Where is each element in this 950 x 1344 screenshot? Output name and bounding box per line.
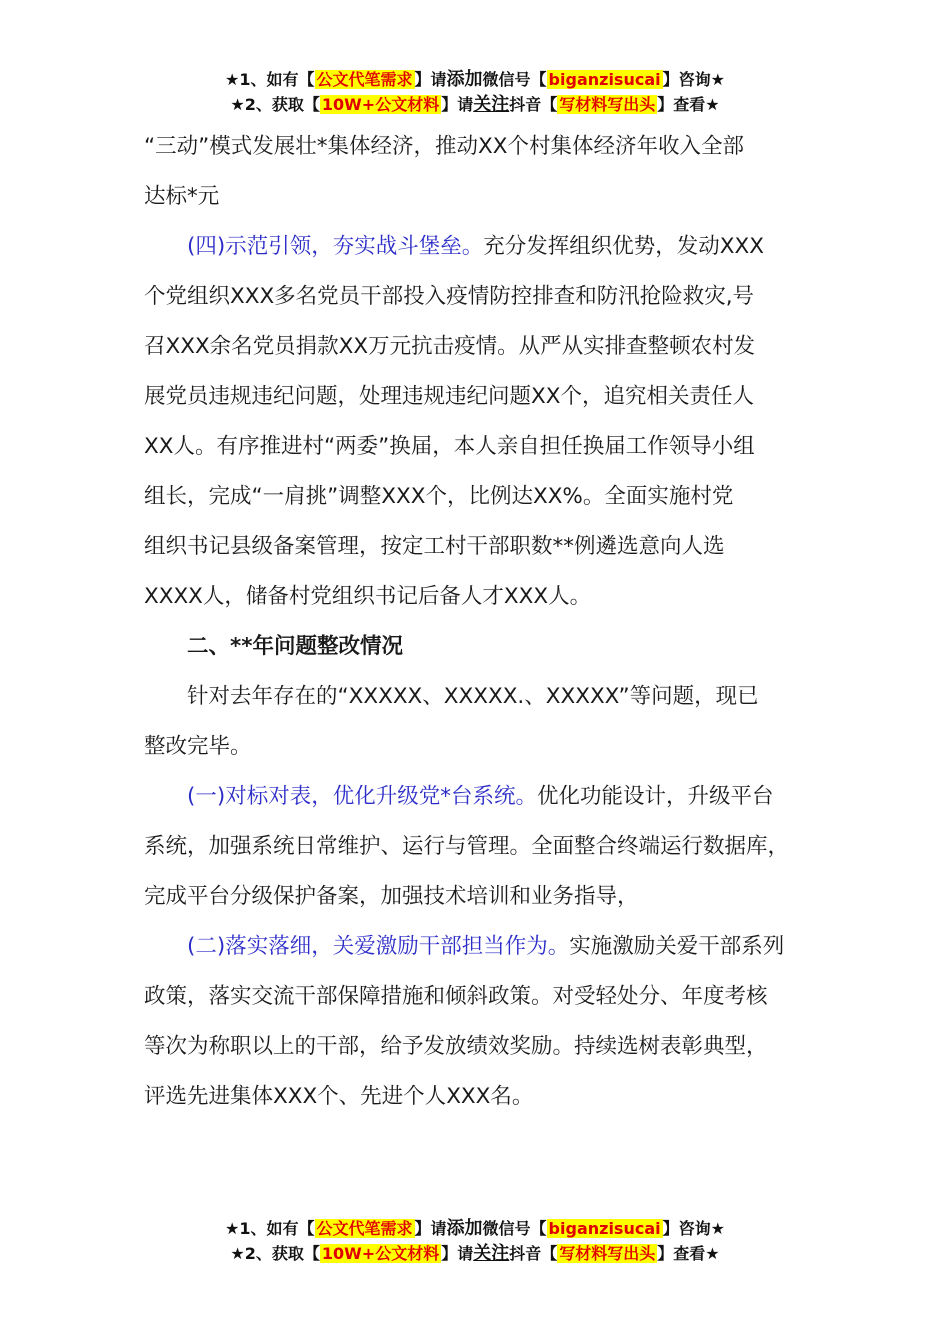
body-line: 组织书记县级备案管理，按定工村干部职数**例遴选意向人选 — [144, 534, 725, 559]
section-4-title: (四)示范引领，夯实战斗堡垒。 — [187, 234, 484, 259]
body-line: 个党组织XXX多名党员干部投入疫情防控排查和防汛抢险救灾,号 — [144, 284, 755, 309]
banner-line-2: ★2、获取【 10W+公文材料 】请关注抖音【 写材料写出头 】查看★ — [230, 1243, 720, 1264]
banner-line-1: ★1、如有【 公文代笔需求 】请添加微信号【 biganzisucai 】咨询★ — [225, 1218, 725, 1239]
subsection-2-title: (二)落实落细，关爱激励干部担当作为。 — [187, 934, 570, 959]
highlight-douyin-id: 写材料写出头 — [559, 1244, 656, 1263]
body-line: 系统，加强系统日常维护、运行与管理。全面整合终端运行数据库， — [144, 834, 790, 859]
body-line: 完成平台分级保护备案，加强技术培训和业务指导， — [144, 884, 639, 909]
body-line: 政策，落实交流干部保障措施和倾斜政策。对受轻处分、年度考核 — [144, 984, 768, 1009]
document-body — [144, 122, 814, 1122]
body-line: “三动”模式发展壮*集体经济，推动XX个村集体经济年收入全部 — [144, 134, 744, 159]
highlight-materials: 10W+公文材料 — [321, 95, 440, 114]
highlight-wechat-id: biganzisucai — [548, 1219, 661, 1238]
highlight-douyin-id: 写材料写出头 — [559, 95, 656, 114]
body-line: 评选先进集体XXX个、先进个人XXX名。 — [144, 1084, 534, 1109]
highlight-wechat-id: biganzisucai — [548, 70, 661, 89]
section-4-paragraph: (四)示范引领，夯实战斗堡垒。充分发挥组织优势，发动XXX — [187, 234, 764, 259]
highlight-materials: 10W+公文材料 — [321, 1244, 440, 1263]
bottom-banner — [0, 1216, 950, 1266]
body-line: XXXX人，储备村党组织书记后备人才XXX人。 — [144, 584, 592, 609]
highlight-service: 公文代笔需求 — [316, 1219, 413, 1238]
body-line: 展党员违规违纪问题，处理违规违纪问题XX个，追究相关责任人 — [144, 384, 754, 409]
subsection-2-paragraph: (二)落实落细，关爱激励干部担当作为。实施激励关爱干部系列 — [187, 934, 785, 959]
body-line: 整改完毕。 — [144, 734, 252, 759]
body-line: XX人。有序推进村“两委”换届，本人亲自担任换届工作领导小组 — [144, 434, 755, 459]
body-line: 召XXX余名党员捐款XX万元抗击疫情。从严从实排查整顿农村发 — [144, 334, 756, 359]
body-line: 达标*元 — [144, 184, 220, 209]
banner-line-1: ★1、如有【 公文代笔需求 】请添加微信号【 biganzisucai 】咨询★ — [225, 69, 725, 90]
subsection-1-paragraph: (一)对标对表，优化升级党*台系统。优化功能设计，升级平台 — [187, 784, 774, 809]
subsection-1-title: (一)对标对表，优化升级党*台系统。 — [187, 784, 538, 809]
banner-line-2: ★2、获取【 10W+公文材料 】请关注抖音【 写材料写出头 】查看★ — [230, 94, 720, 115]
top-banner — [0, 67, 950, 117]
body-line: 针对去年存在的“XXXXX、XXXXX.、XXXXX”等问题，现已 — [187, 684, 759, 709]
body-line: 等次为称职以上的干部，给予发放绩效奖励。持续选树表彰典型， — [144, 1034, 768, 1059]
body-line: 组长，完成“一肩挑”调整XXX个，比例达XX%。全面实施村党 — [144, 484, 734, 509]
highlight-service: 公文代笔需求 — [316, 70, 413, 89]
section-2-heading: 二、**年问题整改情况 — [187, 634, 403, 659]
